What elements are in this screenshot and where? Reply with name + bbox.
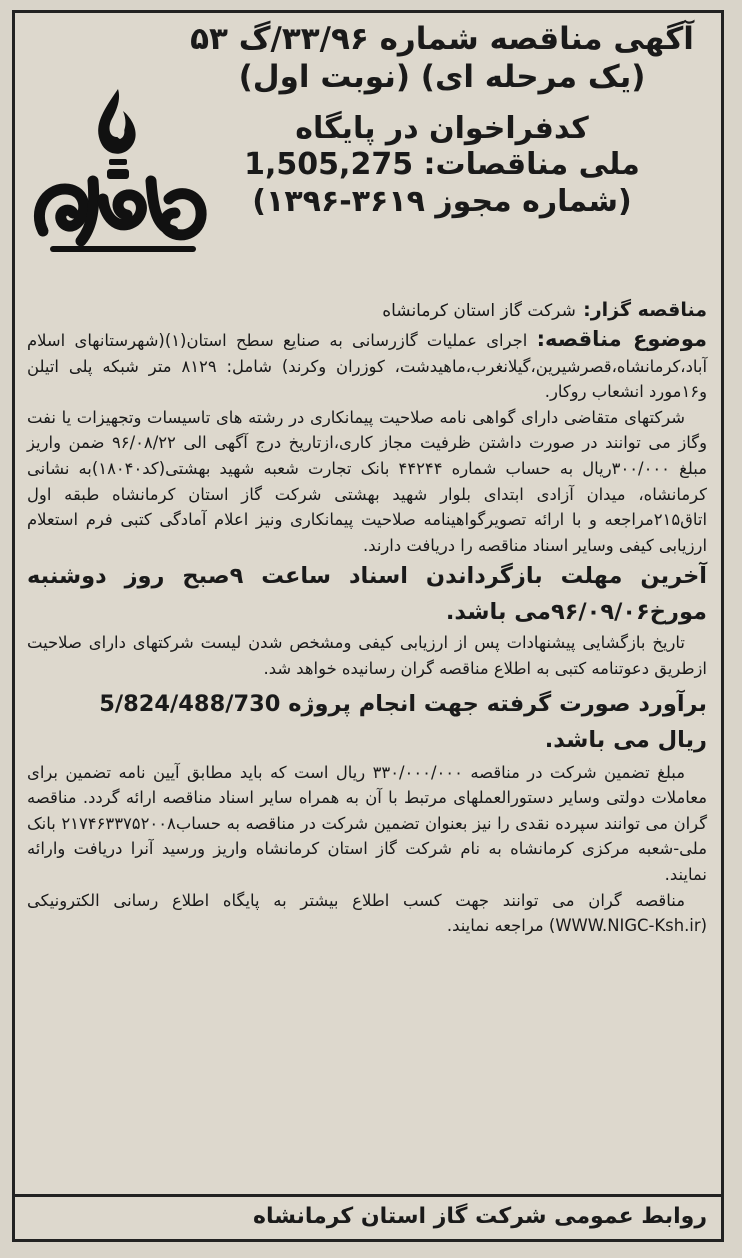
info-paragraph	[27, 888, 707, 939]
subject-label: موضوع مناقصه:	[536, 327, 707, 351]
license-number: (شماره مجوز ۳۶۱۹-۱۳۹۶)	[252, 183, 632, 219]
portal-code-label: کدفراخوان در پایگاه	[295, 110, 589, 146]
estimate-unit: ریال می باشد.	[544, 726, 707, 753]
info-text: مناقصه گران می توانند جهت کسب اطلاع بیشتر به پایگاه اطلاع رسانی الکترونیکی	[27, 890, 685, 910]
estimate-amount: برآورد صورت گرفته جهت انجام پروژه 5/824/488/730	[99, 690, 707, 717]
organizer-value: شرکت گاز استان کرمانشاه	[382, 301, 576, 321]
submission-deadline: آخرین مهلت بازگرداندن اسناد ساعت ۹صبح روز دوشنبه مورخ۹۶/۰۹/۰۶می باشد.	[27, 563, 707, 626]
opening-paragraph: تاریخ بازگشایی پیشنهادات پس از ارزیابی کیفی ومشخص شدن لیست شرکتهای دارای صلاحیت ازطریق دعوتنامه کتبی به اطلاع مناقصه گران رسانیده خواهد شد.	[27, 633, 707, 678]
organizer-label: مناقصه گزار:	[583, 299, 707, 321]
notice-signature: روابط عمومی شرکت گاز استان کرمانشاه	[15, 1194, 721, 1239]
tender-notice	[12, 10, 724, 1242]
portal-code-value: ملی مناقصات: 1,505,275	[244, 147, 640, 183]
subject-value: اجرای عملیات گازرسانی به صنایع سطح استان(۱)(شهرستانهای اسلام آباد،کرمانشاه،قصرشیرین،گیلانغرب،ماهیدشت، کوزران وکرند) شامل: ۸۱۲۹ متر شبکه پلی اتیلن و۱۶مورد انشعاب روکار.	[27, 331, 707, 402]
notice-header	[15, 13, 721, 291]
project-estimate	[27, 686, 707, 758]
notice-body	[27, 293, 707, 939]
eligibility-paragraph: شرکتهای متقاضی دارای گواهی نامه صلاحیت پیمانکاری در رشته های تاسیسات وتجهیزات یا نفت وگاز می توانند در صورت داشتن ظرفیت مجاز کاری،ازتاریخ درج آگهی الی ۹۶/۰۸/۲۲ ضمن واریز مبلغ ۳۰۰/۰۰۰ریال به حساب شماره ۴۴۲۴۴ بانک تجارت شعبه شهید بهشتی(کد۱۸۰۴۰)به نشانی کرمانشاه، میدان آزادی ابتدای بلوار شهید بهشتی شرکت گاز استان کرمانشاه طبقه اول اتاق۲۱۵مراجعه و با ارائه تصویرگواهینامه صلاحیت پیمانکاری ونیز اعلام آمادگی کتبی فرم استعلام ارزیابی کیفی وسایر اسناد مناقصه را دریافت دارند.	[27, 407, 708, 555]
gas-company-logo-icon	[23, 81, 213, 261]
guarantee-paragraph: مبلغ تضمین شرکت در مناقصه ۳۳۰/۰۰۰/۰۰۰ ریال است که باید مطابق آیین نامه تضمین برای معاملات دولتی وسایر دستورالعملهای مرتبط با آن به همراه سایر اسناد مناقصه ارائه گردد. مناقصه گران می توانند سپرده نقدی را نیز بعنوان تضمین شرکت در مناقصه به حساب۲۱۷۴۶۳۳۷۵۲۰۰۸ بانک ملی-شعبه مرکزی کرمانشاه به نام شرکت گاز استان کرمانشاه واریز ورسید آنرا دریافت وارائه نمایند.	[27, 762, 708, 884]
info-text-end: مراجعه نمایند.	[446, 916, 544, 936]
notice-subtitle: (یک مرحله ای) (نوبت اول)	[238, 58, 646, 95]
notice-titles	[177, 21, 707, 220]
organizer-row	[27, 293, 707, 327]
notice-title: آگهی مناقصه شماره ۳۳/۹۶/گ ۵۳	[190, 21, 694, 57]
website-link[interactable]: (WWW.NIGC-Ksh.ir)	[548, 916, 707, 936]
subject-row	[27, 327, 707, 405]
